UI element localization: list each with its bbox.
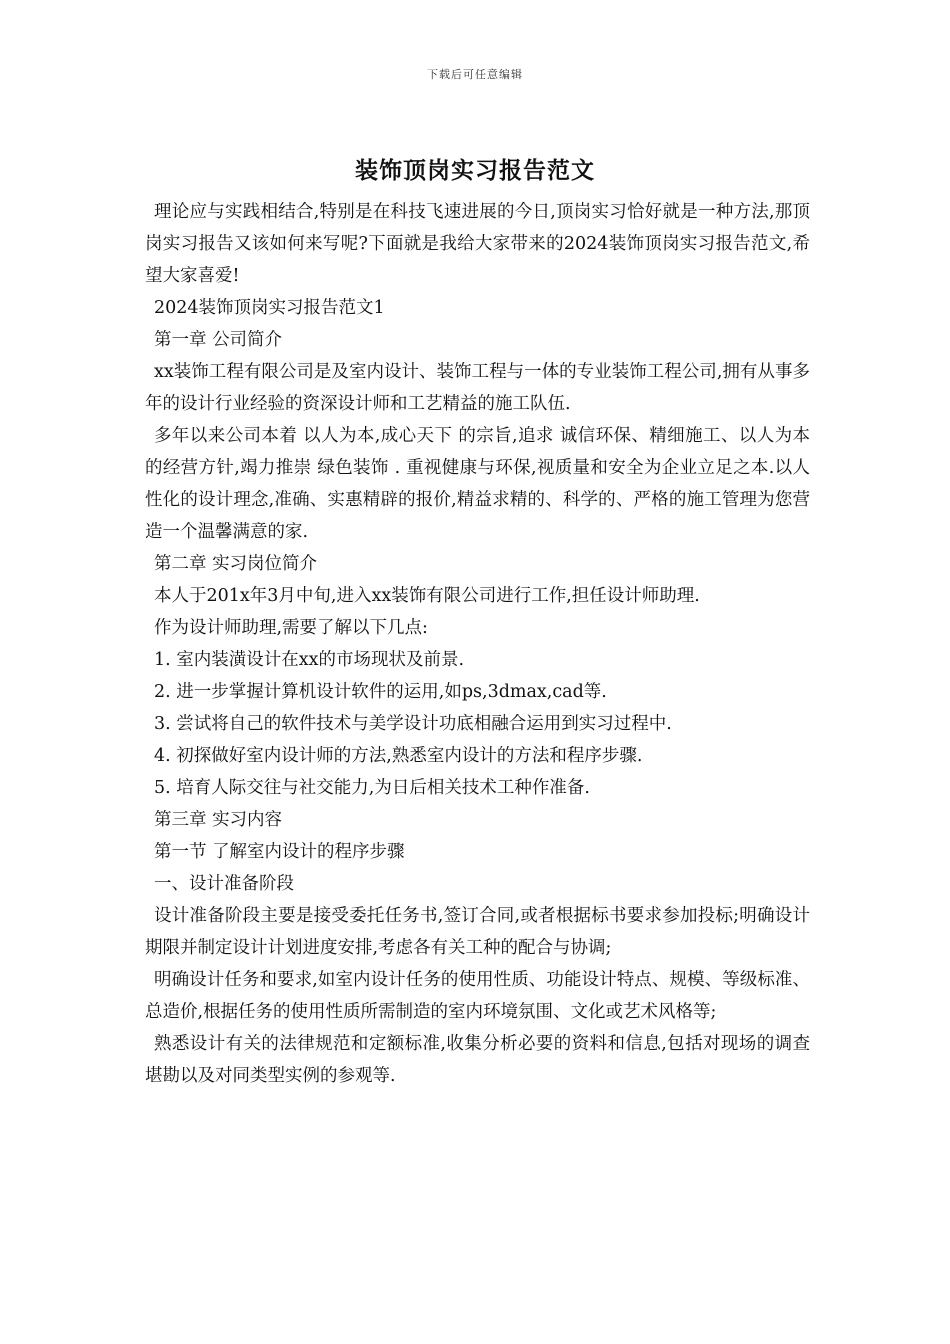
chapter-heading: 第一章 公司简介: [154, 330, 283, 350]
list-item: 5. 培育人际交往与社交能力,为日后相关技术工种作准备.: [154, 778, 590, 798]
chapter-heading: 第三章 实习内容: [154, 810, 283, 830]
body-paragraph: 本人于201x年3月中旬,进入xx装饰有限公司进行工作,担任设计师助理.: [154, 586, 700, 606]
list-item: 1. 室内装潢设计在xx的市场现状及前景.: [154, 650, 465, 670]
body-paragraph: 设计准备阶段主要是接受委托任务书,签订合同,或者根据标书要求参加投标;明确设计期限并制定设计计划进度安排,考虑各有关工种的配合与协调;: [145, 906, 810, 958]
body-paragraph: xx装饰工程有限公司是及室内设计、装饰工程与一体的专业装饰工程公司,拥有从事多年的设计行业经验的资深设计师和工艺精益的施工队伍.: [145, 362, 810, 414]
subsection-heading: 一、设计准备阶段: [154, 874, 294, 894]
chapter-heading: 第二章 实习岗位简介: [154, 554, 318, 574]
body-paragraph: 作为设计师助理,需要了解以下几点:: [154, 618, 428, 638]
body-paragraph: 明确设计任务和要求,如室内设计任务的使用性质、功能设计特点、规模、等级标准、总造价,根据任务的使用性质所需制造的室内环境氛围、文化或艺术风格等;: [145, 970, 810, 1022]
list-item: 2. 进一步掌握计算机设计软件的运用,如ps,3dmax,cad等.: [154, 682, 607, 702]
list-item: 4. 初探做好室内设计师的方法,熟悉室内设计的方法和程序步骤.: [154, 746, 643, 766]
body-paragraph: 熟悉设计有关的法律规范和定额标准,收集分析必要的资料和信息,包括对现场的调查堪勘以及对同类型实例的参观等.: [145, 1034, 810, 1086]
list-item: 3. 尝试将自己的软件技术与美学设计功底相融合运用到实习过程中.: [154, 714, 672, 734]
section-title: 2024装饰顶岗实习报告范文1: [154, 298, 385, 318]
document-body: [145, 196, 810, 1092]
header-note: 下载后可任意编辑: [427, 68, 523, 81]
intro-paragraph: 理论应与实践相结合,特别是在科技飞速进展的今日,顶岗实习恰好就是一种方法,那顶岗实习报告又该如何来写呢?下面就是我给大家带来的2024装饰顶岗实习报告范文,希望大家喜爱!: [145, 202, 810, 286]
document-title: 装饰顶岗实习报告范文: [355, 157, 595, 184]
body-paragraph: 多年以来公司本着 以人为本,成心天下 的宗旨,追求 诚信环保、精细施工、以人为本 的经营方针,竭力推崇 绿色装饰 . 重视健康与环保,视质量和安全为企业立足之本.以人性化的设计理念,准确、实惠精辟的报价,精益求精的、科学的、严格的施工管理为您营造一个温馨满意的家.: [145, 426, 810, 542]
section-heading: 第一节 了解室内设计的程序步骤: [154, 842, 405, 862]
